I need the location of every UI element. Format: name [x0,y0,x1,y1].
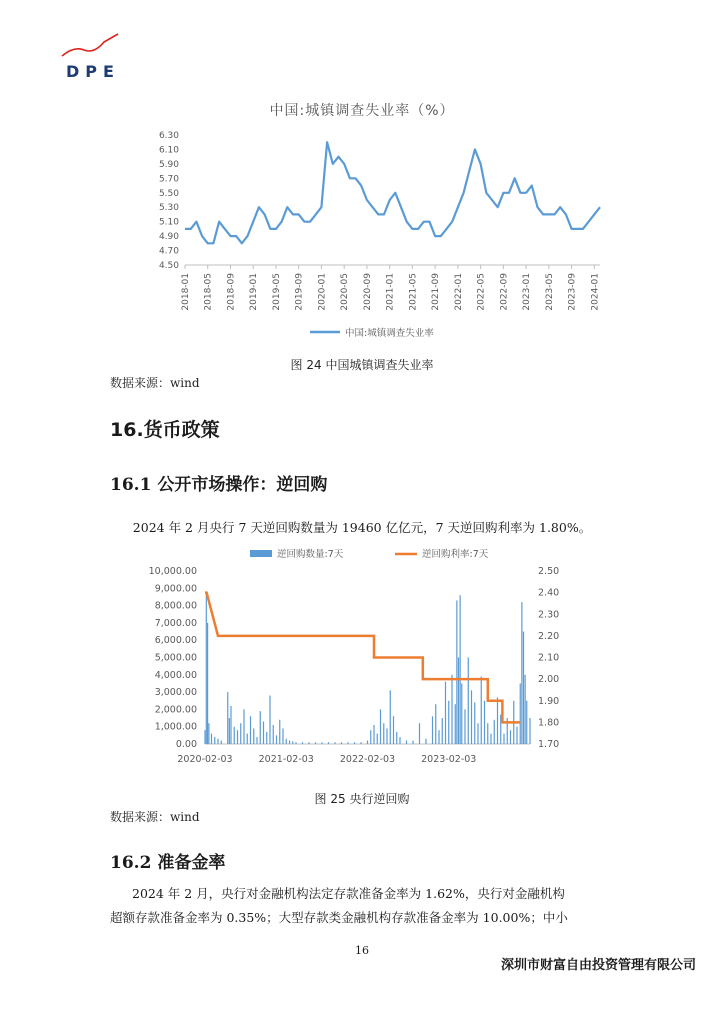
repo-volume-bar [521,602,522,744]
y-tick-label: 6.30 [158,131,179,141]
x-tick-label: 2018-05 [203,273,214,311]
repo-volume-bar [383,723,384,744]
x-tick-label: 2020-02-03 [177,754,233,765]
repo-volume-bar [510,730,511,744]
y-tick-label: 4.50 [158,261,179,271]
repo-volume-bar [354,742,355,744]
repo-volume-bar [487,723,488,744]
repo-volume-bar [464,709,465,744]
legend-bar-label: 逆回购数量:7天 [277,549,344,560]
x-tick-label: 2023-02-03 [421,754,477,765]
repo-volume-bar [432,716,433,744]
chart2-source: 数据来源：wind [110,810,200,824]
y-left-tick-label: 8,000.00 [154,600,197,612]
repo-volume-bar [263,722,264,744]
repo-volume-bar [393,716,394,744]
x-tick-label: 2022-05 [476,273,487,311]
repo-volume-bar [286,739,287,744]
repo-volume-bar [419,723,420,744]
x-tick-label: 2019-05 [271,273,282,311]
y-tick-label: 5.10 [158,217,179,228]
repo-volume-bar [282,728,283,744]
section-16-1-text: 2024 年 2 月央行 7 天逆回购数量为 19460 亿亿元，7 天逆回购利率为 1.80%。 [132,520,592,535]
repo-volume-bar [477,723,478,744]
company-name: 深圳市财富自由投资管理有限公司 [500,958,696,973]
logo-swoosh-icon [60,32,122,60]
x-tick-label: 2021-02-03 [258,754,314,765]
repo-volume-bar [276,735,277,744]
repo-volume-bar [256,737,257,744]
repo-volume-bar [425,739,426,744]
repo-volume-bar [234,727,235,744]
repo-volume-bar [367,741,368,744]
repo-volume-bar [474,702,475,744]
repo-volume-bar [206,592,207,744]
repo-volume-bar [360,742,361,744]
repo-volume-bar [370,730,371,744]
y-right-tick-label: 2.50 [538,566,560,577]
repo-volume-bar [230,706,231,744]
page-number: 16 [355,944,369,957]
x-tick-label: 2018-09 [226,273,237,311]
repo-volume-bar [448,701,449,744]
repo-volume-bar [386,728,387,744]
y-right-tick-label: 1.90 [538,695,560,707]
reverse-repo-chart [140,544,590,774]
repo-volume-bar [526,701,527,744]
section-16-heading: 16.货币政策 [110,419,220,441]
unemployment-series-line [185,142,600,243]
repo-volume-bar [503,734,504,744]
x-tick-label: 2023-01 [522,273,533,311]
repo-volume-bar [458,658,459,745]
repo-volume-bar [253,728,254,744]
x-tick-label: 2019-01 [249,273,260,311]
x-tick-label: 2021-05 [408,273,419,311]
repo-volume-bar [247,734,248,744]
chart2-caption: 图 25 央行逆回购 [314,792,410,806]
y-left-tick-label: 4,000.00 [154,669,197,681]
y-tick-label: 4.70 [158,246,179,257]
x-tick-label: 2021-09 [431,273,442,311]
repo-rate-step-line [205,593,520,723]
y-tick-label: 5.30 [158,203,179,214]
y-right-tick-label: 2.30 [538,609,560,621]
repo-volume-bar [214,737,215,744]
x-tick-label: 2020-01 [317,273,328,311]
x-tick-label: 2020-09 [362,273,373,311]
repo-volume-bar [525,675,526,744]
repo-volume-bar [380,709,381,744]
y-tick-label: 6.10 [158,145,179,156]
repo-volume-bar [260,711,261,744]
y-left-tick-label: 3,000.00 [154,687,197,699]
repo-volume-bar [494,720,495,744]
repo-volume-bar [373,725,374,744]
repo-volume-bar [471,690,472,744]
legend-label: 中国:城镇调查失业率 [345,328,434,339]
repo-volume-bar [412,741,413,744]
repo-volume-bar [292,741,293,744]
y-right-tick-label: 2.20 [538,630,560,642]
repo-volume-bar [240,723,241,744]
repo-volume-bar [204,730,205,744]
repo-volume-bar [269,696,270,744]
x-tick-label: 2023-05 [544,273,555,311]
x-tick-label: 2023-09 [567,273,578,311]
repo-volume-bar [237,730,238,744]
repo-volume-bar [399,737,400,744]
repo-volume-bar [279,720,280,744]
section-16-2-heading: 16.2 准备金率 [110,853,226,873]
x-tick-label: 2022-01 [453,273,464,311]
x-tick-label: 2019-09 [294,273,305,311]
y-tick-label: 5.70 [158,174,179,185]
repo-volume-bar [328,742,329,744]
repo-volume-bar [455,704,456,744]
logo-text: DPE [66,62,120,81]
repo-volume-bar [217,739,218,744]
section-16-2-line2: 超额存款准备金率为 0.35%；大型存款类金融机构存款准备金率为 10.00%；中小 [110,910,568,925]
y-tick-label: 4.90 [158,232,179,243]
x-tick-label: 2021-01 [385,273,396,311]
repo-volume-bar [460,595,461,744]
repo-volume-bar [442,718,443,744]
repo-volume-bar [484,701,485,744]
repo-volume-bar [390,690,391,744]
y-left-tick-label: 6,000.00 [154,635,197,647]
unemployment-line-chart [140,120,610,350]
repo-volume-bar [273,725,274,744]
repo-volume-bar [321,742,322,744]
repo-volume-bar [481,677,482,744]
repo-volume-bar [266,732,267,744]
repo-volume-bar [520,683,521,744]
repo-volume-bar [211,734,212,744]
repo-volume-bar [227,692,228,744]
y-left-tick-label: 5,000.00 [154,652,197,664]
x-tick-label: 2022-02-03 [339,754,396,765]
repo-volume-bar [438,730,439,744]
repo-volume-bar [208,723,209,744]
y-left-tick-label: 0.00 [175,739,197,750]
repo-volume-bar [461,683,462,744]
y-left-tick-label: 10,000.00 [148,566,197,577]
y-tick-label: 5.90 [158,159,179,170]
x-tick-label: 2020-05 [340,273,351,311]
repo-volume-bar [406,741,407,744]
legend-line-label: 逆回购利率:7天 [422,549,489,560]
section-16-1-heading: 16.1 公开市场操作：逆回购 [110,475,328,495]
repo-volume-bar [207,623,208,744]
y-right-tick-label: 2.00 [538,674,560,686]
repo-volume-bar [334,742,335,744]
repo-volume-bar [221,741,222,744]
y-left-tick-label: 7,000.00 [154,617,197,629]
repo-volume-bar [308,742,309,744]
y-tick-label: 5.50 [158,188,179,199]
x-tick-label: 2018-01 [181,273,191,311]
y-right-tick-label: 1.80 [538,717,560,729]
repo-volume-bar [250,716,251,744]
repo-volume-bar [468,658,469,745]
legend-bar-swatch [250,550,272,557]
y-right-tick-label: 2.40 [538,587,560,599]
repo-volume-bar [295,742,296,744]
repo-volume-bar [445,682,446,744]
y-left-tick-label: 9,000.00 [154,583,197,595]
repo-volume-bar [451,675,452,744]
repo-volume-bar [347,742,348,744]
y-right-tick-label: 2.10 [538,652,560,664]
y-left-tick-label: 1,000.00 [154,721,197,733]
repo-volume-bar [243,709,244,744]
y-right-tick-label: 1.70 [538,739,560,750]
repo-volume-bar [435,704,436,744]
repo-volume-bar [497,697,498,744]
repo-volume-bar [289,741,290,744]
repo-volume-bar [377,734,378,744]
chart1-source: 数据来源：wind [110,376,200,390]
repo-volume-bar [341,742,342,744]
repo-volume-bar [490,734,491,744]
section-16-2-line1: 2024 年 2 月，央行对金融机构法定存款准备金率为 1.62%，央行对金融机构 [132,886,565,901]
repo-volume-bar [315,742,316,744]
x-tick-label: 2022-09 [499,273,510,311]
x-tick-label: 2024-01 [590,273,601,311]
repo-volume-bar [516,727,517,744]
repo-volume-bar [456,600,457,744]
chart1-caption: 图 24 中国城镇调查失业率 [290,358,434,372]
y-left-tick-label: 2,000.00 [154,704,197,716]
repo-volume-bar [529,718,530,744]
chart1-title: 中国:城镇调查失业率（%） [269,103,455,119]
repo-volume-bar [396,732,397,744]
repo-volume-bar [302,742,303,744]
repo-volume-bar [229,718,230,744]
repo-volume-bar [523,632,524,744]
